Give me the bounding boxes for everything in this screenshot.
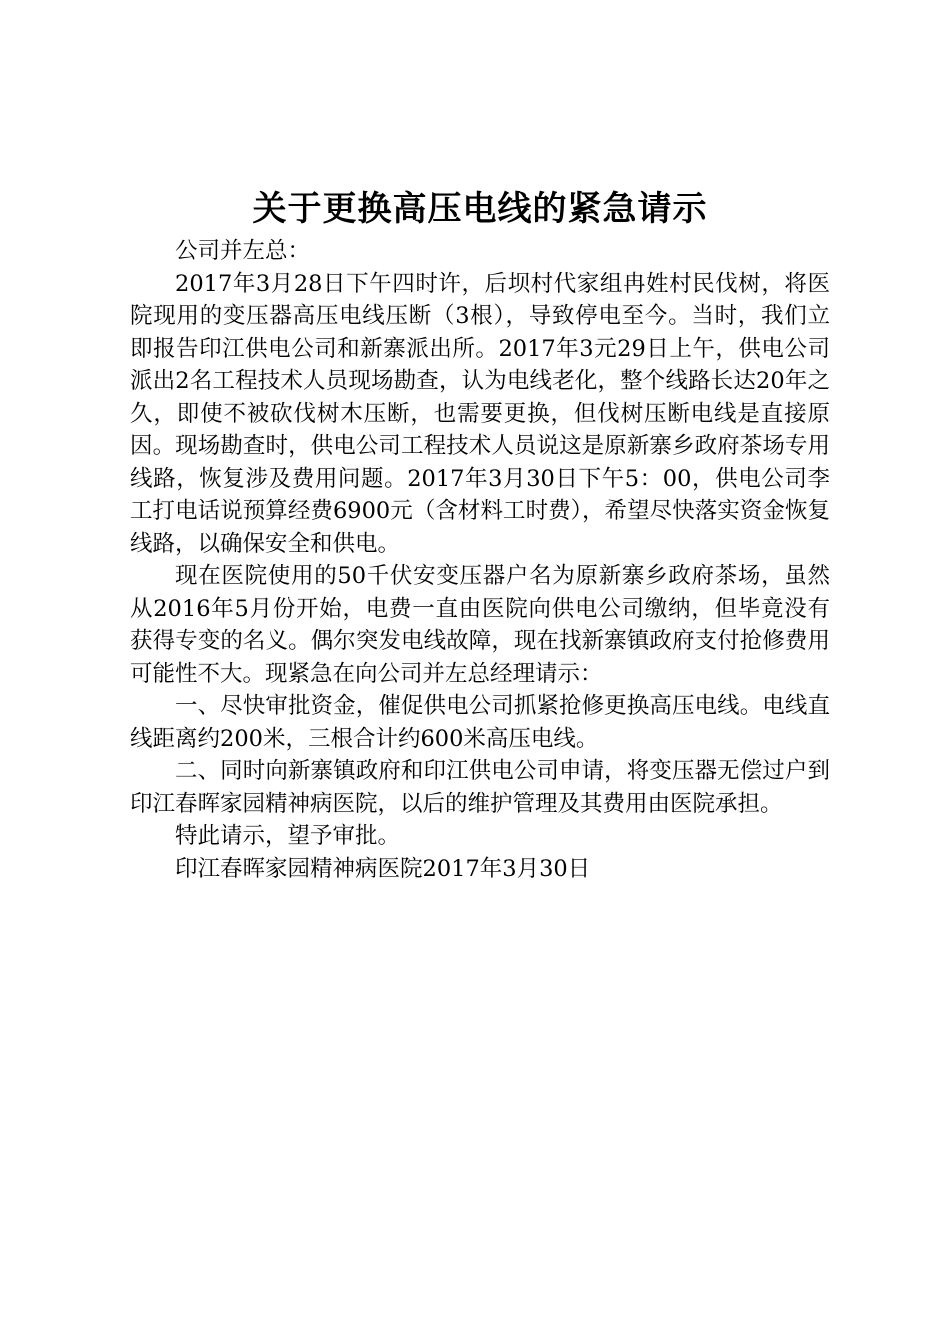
salutation: 公司并左总： <box>175 238 311 264</box>
paragraph-incident: 2017年3月28日下午四时许，后坝村代家组冉姓村民伐树，将医院现用的变压器高压电线压断（3根），导致停电至今。当时，我们立即报告印江供电公司和新寨派出所。2017年3元29日上午，供电公司派出2名工程技术人员现场勘查，认为电线老化，整个线路长达20年之久，即使不被砍伐树木压断，也需要更换，但伐树压断电线是直接原因。现场勘查时，供电公司工程技术人员说这是原新寨乡政府茶场专用线路，恢复涉及费用问题。2017年3月30日下午5：00，供电公司李工打电话说预算经费6900元（含材料工时费），希望尽快落实资金恢复线路，以确保安全和供电。 <box>130 270 830 557</box>
request-item-1: 一、尽快审批资金，催促供电公司抓紧抢修更换高压电线。电线直线距离约200米，三根合计约600米高压电线。 <box>130 693 830 752</box>
closing-line: 特此请示，望予审批。 <box>175 823 401 849</box>
document-page <box>130 183 830 885</box>
request-item-2: 二、同时向新寨镇政府和印江供电公司申请，将变压器无偿过户到印江春晖家园精神病医院，以后的维护管理及其费用由医院承担。 <box>130 758 830 817</box>
signature-line: 印江春晖家园精神病医院2017年3月30日 <box>175 855 591 882</box>
paragraph-transformer: 现在医院使用的50千伏安变压器户名为原新寨乡政府茶场，虽然从2016年5月份开始，电费一直由医院向供电公司缴纳，但毕竟没有获得专变的名义。偶尔突发电线故障，现在找新寨镇政府支付抢修费用可能性不大。现紧急在向公司并左总经理请示： <box>130 563 830 687</box>
document-title: 关于更换高压电线的紧急请示 <box>252 189 708 229</box>
